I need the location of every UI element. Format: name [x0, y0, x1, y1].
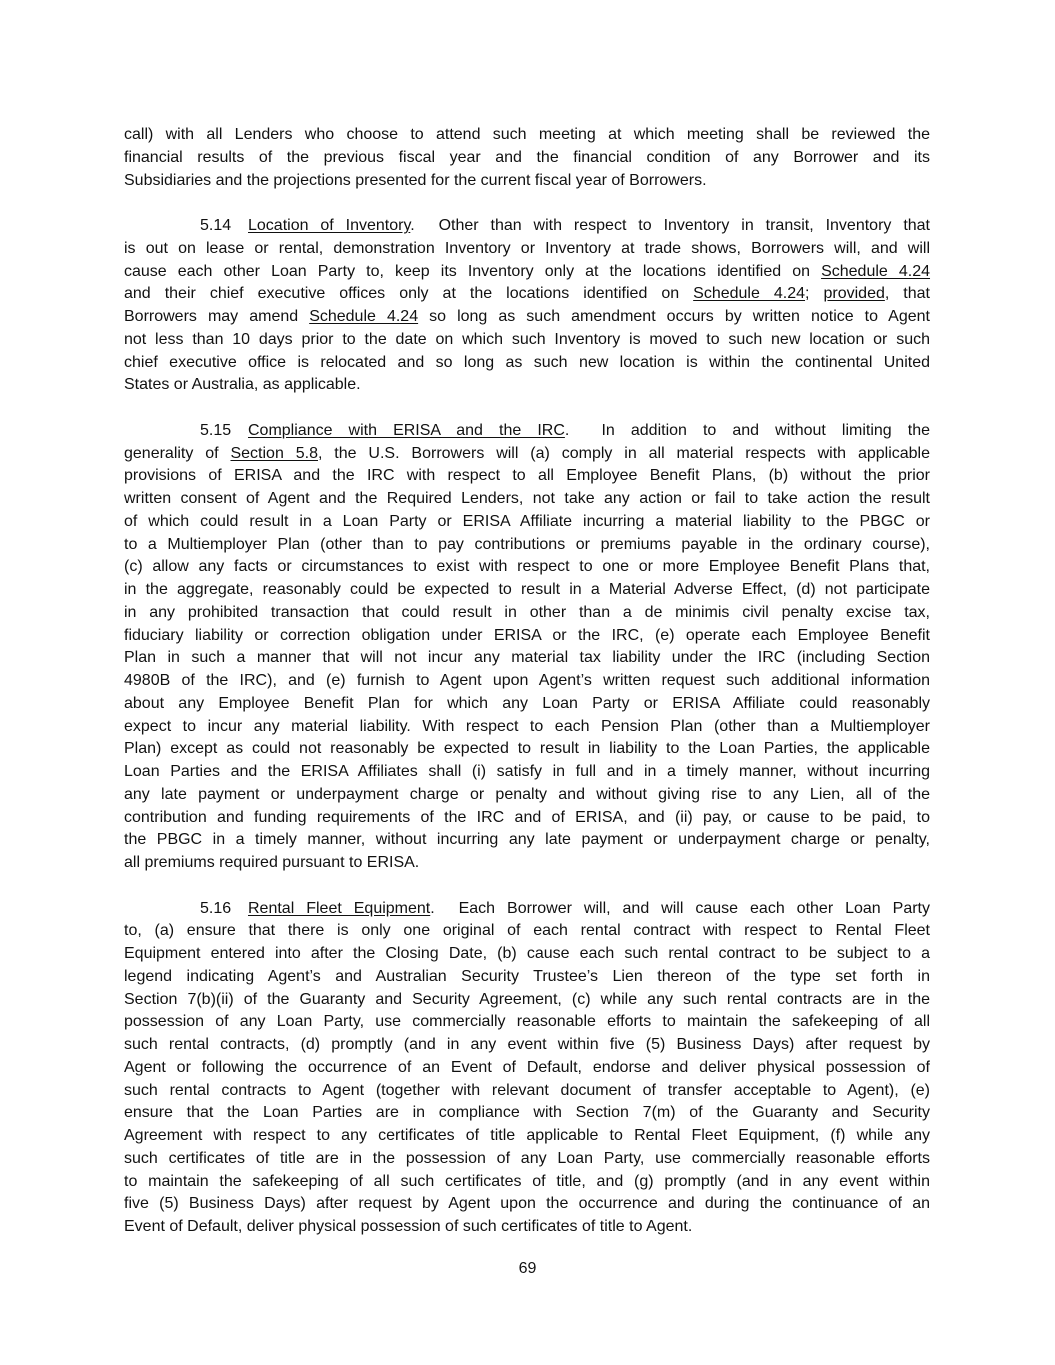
text-line-content — [124, 807, 930, 830]
text-segment: financial results of the previous fiscal year and the financial condition of any Borrower and its — [124, 148, 930, 166]
text-line-content — [124, 488, 930, 511]
text-segment: , the U.S. Borrowers will (a) comply in all material respects with applicable — [317, 444, 931, 462]
text-line — [124, 238, 930, 261]
text-segment: of which could result in a Loan Party or ERISA Affiliate incurring a material liability to the PBGC or — [124, 512, 930, 530]
text-line-content — [124, 420, 930, 443]
text-line — [124, 920, 930, 943]
text-segment: such rental contracts to Agent (together with relevant document of transfer acceptable to Agent), (e) — [124, 1081, 930, 1099]
text-line — [124, 147, 930, 170]
text-line-content — [124, 693, 930, 716]
text-segment: about any Employee Benefit Plan for which any Loan Party or ERISA Affiliate could reasonably — [124, 694, 930, 712]
text-line-content — [124, 738, 930, 761]
text-line-content — [124, 898, 930, 921]
underlined-reference: Section 5.8 — [230, 444, 318, 462]
text-line-content — [124, 852, 419, 875]
text-line — [124, 829, 930, 852]
paragraph — [124, 124, 930, 192]
text-line-content — [124, 534, 930, 557]
text-segment: States or Australia, as applicable. — [124, 376, 361, 394]
text-line-content — [124, 670, 930, 693]
underlined-reference: Schedule 4.24 — [821, 262, 931, 280]
text-segment: to maintain the safekeeping of all such certificates of title, and (g) promptly (and in any event within — [124, 1172, 930, 1190]
text-line-content — [124, 1011, 930, 1034]
text-line — [124, 761, 930, 784]
text-segment: Equipment entered into after the Closing Date, (b) cause each such rental contract to be subject to a — [124, 945, 930, 962]
underlined-reference: Rental Fleet Equipment — [248, 899, 431, 917]
text-line — [124, 1011, 930, 1034]
text-line — [124, 420, 930, 443]
text-line — [124, 966, 930, 989]
text-segment: 4980B of the IRC), and (e) furnish to Agent upon Agent’s written request such additional information — [124, 672, 930, 689]
text-line — [124, 1057, 930, 1080]
text-line-content — [124, 1216, 692, 1239]
underlined-reference: Schedule 4.24 — [693, 285, 806, 303]
text-line-content — [124, 261, 930, 284]
text-line — [124, 716, 930, 739]
text-segment: ; — [805, 285, 824, 303]
text-segment: call) with all Lenders who choose to attend such meeting at which meeting shall be reviewed the — [124, 126, 930, 143]
text-line — [124, 1125, 930, 1148]
text-segment: , that — [884, 285, 930, 303]
text-line — [124, 170, 930, 193]
text-line — [124, 1034, 930, 1057]
text-line-content — [124, 1057, 930, 1080]
text-segment: any late payment or underpayment charge or penalty and without giving rise to any Lien, all of the — [124, 785, 930, 803]
text-line — [124, 215, 930, 238]
text-line — [124, 1171, 930, 1194]
text-line — [124, 465, 930, 488]
text-line-content — [124, 352, 930, 375]
text-segment: provisions of ERISA and the IRC with respect to all Employee Benefit Plans, (b) without the prior — [124, 467, 930, 485]
text-segment: five (5) Business Days) after request by Agent upon the occurrence and during the continuance of an — [124, 1195, 930, 1213]
text-segment: possession of any Loan Party, use commercially reasonable efforts to maintain the safekeeping of all — [124, 1013, 930, 1031]
text-line — [124, 1193, 930, 1216]
underlined-reference: provided — [823, 285, 885, 303]
text-line — [124, 306, 930, 329]
text-line-content — [124, 465, 930, 488]
text-line-content — [124, 1193, 930, 1216]
text-segment: . Each Borrower will, and will cause each other Loan Party — [430, 899, 930, 917]
section-number: 5.15 — [200, 421, 232, 439]
text-line-content — [124, 556, 930, 579]
underlined-reference: Location of Inventory — [248, 217, 411, 234]
text-line-content — [124, 329, 930, 352]
text-segment: chief executive office is relocated and so long as such new location is within the continental United — [124, 353, 930, 371]
text-segment: contribution and funding requirements of the IRC and of ERISA, and (ii) pay, or cause to be paid, to — [124, 808, 930, 826]
text-line — [124, 261, 930, 284]
text-line — [124, 124, 930, 147]
text-segment: such certificates of title are in the possession of any Loan Party, use commercially reasonable efforts — [124, 1149, 930, 1167]
text-line-content — [124, 374, 361, 397]
text-segment: Section 7(b)(ii) of the Guaranty and Security Agreement, (c) while any such rental contracts are in the — [124, 990, 930, 1008]
text-line-content — [124, 625, 930, 648]
text-line — [124, 989, 930, 1012]
text-line-content — [124, 920, 930, 943]
text-line — [124, 352, 930, 375]
text-line-content — [124, 1102, 930, 1125]
text-segment: Plan) except as could not reasonably be expected to result in liability to the Loan Parties, the applicable — [124, 740, 930, 758]
text-line-content — [124, 170, 707, 193]
text-line-content — [124, 443, 930, 466]
text-line — [124, 784, 930, 807]
text-segment: fiduciary liability or correction obligation under ERISA or the IRC, (e) operate each Employee Benefit — [124, 626, 930, 644]
text-line-content — [124, 511, 930, 534]
text-line — [124, 329, 930, 352]
text-line-content — [124, 1034, 930, 1057]
paragraph — [124, 215, 930, 397]
text-line — [124, 1080, 930, 1103]
text-line-content — [124, 647, 930, 670]
text-segment: Agreement with respect to any certificates of title applicable to Rental Fleet Equipment, (f) while any — [124, 1127, 930, 1144]
text-line-content — [124, 602, 930, 625]
text-line — [124, 852, 930, 875]
text-segment: . Other than with respect to Inventory in transit, Inventory that — [410, 217, 930, 234]
underlined-reference: Compliance with ERISA and the IRC — [248, 421, 565, 439]
text-line — [124, 602, 930, 625]
text-line — [124, 443, 930, 466]
text-segment: Event of Default, deliver physical possession of such certificates of title to Agent. — [124, 1218, 693, 1235]
text-segment: Plan in such a manner that will not incur any material tax liability under the IRC (including Section — [124, 649, 930, 667]
text-line-content — [124, 784, 930, 807]
text-segment: written consent of Agent and the Required Lenders, not take any action or fail to take action the result — [124, 490, 930, 507]
text-line-content — [124, 943, 930, 966]
text-segment: generality of — [124, 444, 231, 462]
paragraph — [124, 898, 930, 1239]
text-segment: such rental contracts, (d) promptly (and in any event within five (5) Business Days) after request by — [124, 1036, 930, 1053]
section-number: 5.14 — [200, 217, 232, 234]
text-line-content — [124, 238, 930, 261]
text-line-content — [124, 829, 930, 852]
text-line-content — [124, 124, 930, 147]
text-line-content — [124, 579, 930, 602]
text-segment: to, (a) ensure that there is only one original of each rental contract with respect to Rental Fleet — [124, 922, 930, 940]
text-segment: Subsidiaries and the projections presented for the current fiscal year of Borrowers. — [124, 171, 707, 189]
text-segment: to a Multiemployer Plan (other than to pay contributions or premiums payable in the ordinary course), — [124, 535, 930, 553]
text-line — [124, 693, 930, 716]
text-line-content — [124, 989, 930, 1012]
text-segment: and their chief executive offices only at the locations identified on — [124, 285, 694, 303]
page-number: 69 — [518, 1260, 537, 1277]
text-line-content — [124, 761, 930, 784]
text-segment: is out on lease or rental, demonstration Inventory or Inventory at trade shows, Borrowers will, and will — [124, 239, 930, 257]
text-segment: expect to incur any material liability. With respect to each Pension Plan (other than a Multiemployer — [124, 717, 930, 735]
text-segment: not less than 10 days prior to the date on which such Inventory is moved to such new location or such — [124, 330, 930, 348]
section-number: 5.16 — [200, 899, 232, 917]
text-line-content — [124, 306, 930, 329]
text-segment: legend indicating Agent’s and Australian Security Trustee’s Lien thereon of the type set forth in — [124, 967, 930, 985]
text-line-content — [124, 1080, 930, 1103]
text-line-content — [124, 1125, 930, 1148]
text-segment: Borrowers may amend — [124, 308, 310, 325]
text-line-content — [124, 1148, 930, 1171]
text-line — [124, 807, 930, 830]
text-line-content — [124, 147, 930, 170]
text-line — [124, 579, 930, 602]
text-line — [124, 670, 930, 693]
text-segment: Loan Parties and the ERISA Affiliates shall (i) satisfy in full and in a timely manner, without incurring — [124, 763, 930, 780]
text-segment: cause each other Loan Party to, keep its Inventory only at the locations identified on — [124, 262, 822, 280]
text-segment: in the aggregate, reasonably could be expected to result in a Material Adverse Effect, (d) not participate — [124, 581, 930, 598]
text-segment: Agent or following the occurrence of an Event of Default, endorse and deliver physical possession of — [124, 1058, 930, 1076]
text-segment: so long as such amendment occurs by written notice to Agent — [418, 308, 930, 325]
text-line — [124, 647, 930, 670]
underlined-reference: Schedule 4.24 — [309, 308, 419, 325]
text-line — [124, 1148, 930, 1171]
text-line — [124, 1216, 930, 1239]
text-segment: . In addition to and without limiting the — [564, 421, 930, 439]
text-line — [124, 625, 930, 648]
text-segment: in any prohibited transaction that could result in other than a de minimis civil penalty excise tax, — [124, 603, 930, 621]
text-line — [124, 556, 930, 579]
text-line — [124, 511, 930, 534]
text-line — [124, 283, 930, 306]
text-line — [124, 943, 930, 966]
text-line — [124, 534, 930, 557]
text-line — [124, 1102, 930, 1125]
text-segment: the PBGC in a timely manner, without incurring any late payment or underpayment charge or penalty, — [124, 831, 930, 849]
document-body — [124, 124, 930, 1262]
text-segment: (c) allow any facts or circumstances to exist with respect to one or more Employee Benefit Plans that, — [124, 558, 930, 576]
text-line — [124, 374, 930, 397]
text-line-content — [124, 283, 930, 306]
text-line — [124, 738, 930, 761]
text-line-content — [124, 215, 930, 238]
text-line-content — [124, 1171, 930, 1194]
text-line — [124, 488, 930, 511]
text-line — [124, 898, 930, 921]
text-segment: all premiums required pursuant to ERISA. — [124, 854, 420, 871]
paragraph — [124, 420, 930, 875]
text-line-content — [124, 716, 930, 739]
text-line-content — [124, 966, 930, 989]
text-segment: ensure that the Loan Parties are in compliance with Section 7(m) of the Guaranty and Security — [124, 1104, 930, 1122]
